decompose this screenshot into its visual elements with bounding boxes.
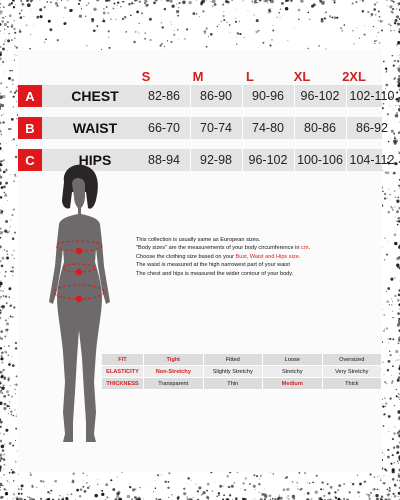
size-header-xl: XL — [293, 68, 311, 84]
row-label: WAIST — [72, 120, 118, 136]
fit-value-cell: Slightly Stretchy — [204, 366, 264, 378]
fit-value-cell: Medium — [263, 378, 323, 390]
info-line-3: Choose the clothing size based on your Bust, Waist and Hips size. — [136, 253, 301, 260]
row-letter-badge: A — [18, 85, 42, 107]
size-value-cell: 92-98 — [200, 153, 232, 167]
fit-value-cell: Stretchy — [263, 366, 323, 378]
fit-value-cell: Transparent — [144, 378, 204, 390]
info-line-2: "Body sizes" are the measurements of your body circumference in cm. — [136, 245, 311, 252]
fit-row-key: THICKNESS — [102, 378, 144, 390]
size-value-cell: 86-90 — [200, 89, 232, 103]
measurement-row-chest — [18, 85, 395, 107]
size-header-l: L — [246, 68, 254, 84]
size-value-cell: 102-110 — [349, 89, 395, 103]
fit-row-thickness — [102, 378, 382, 390]
fit-value-cell: Tight — [144, 354, 204, 366]
body-shape — [49, 178, 110, 442]
measurement-row-waist — [18, 117, 388, 139]
size-value-cell: 74-80 — [252, 121, 284, 135]
row-letter-badge: C — [18, 149, 42, 171]
size-header-m: M — [192, 68, 204, 84]
fit-value-cell: Loose — [263, 354, 323, 366]
size-value-cell: 70-74 — [200, 121, 232, 135]
size-value-cell: 82-86 — [148, 89, 180, 103]
row-label: CHEST — [71, 88, 119, 104]
fit-value-cell: Non-Stretchy — [144, 366, 204, 378]
fit-row-fit — [102, 354, 382, 366]
size-value-cell: 96-102 — [300, 89, 340, 103]
size-value-cell: 104-112 — [349, 153, 395, 167]
info-line-5: The chest and hips is measured the wider contour of your body. — [136, 270, 294, 277]
size-header-s: S — [141, 68, 151, 84]
row-label: HIPS — [78, 152, 112, 168]
fit-row-elasticity — [102, 366, 382, 378]
row-letter-badge: B — [18, 117, 42, 139]
fit-row-key: FIT — [102, 354, 144, 366]
fit-value-cell: Thick — [323, 378, 383, 390]
body-silhouette-figure — [28, 162, 128, 452]
size-value-cell: 100-106 — [297, 153, 343, 167]
fit-value-cell: Fitted — [204, 354, 264, 366]
size-value-cell: 86-92 — [356, 121, 388, 135]
fit-value-cell: Thin — [204, 378, 264, 390]
size-value-cell: 90-96 — [252, 89, 284, 103]
fit-value-cell: Oversized — [323, 354, 383, 366]
size-guide-info — [136, 236, 386, 278]
info-line-4: The waist is measured at the high narrowest part of your waist — [136, 262, 290, 269]
fit-table — [102, 354, 382, 390]
fit-value-cell: Very Stretchy — [323, 366, 383, 378]
fit-row-key: ELASTICITY — [102, 366, 144, 378]
size-value-cell: 96-102 — [248, 153, 288, 167]
size-header-2xl: 2XL — [342, 68, 366, 84]
info-line-1: This collection is usually same as European sizes. — [136, 237, 261, 243]
size-value-cell: 88-94 — [148, 153, 180, 167]
size-value-cell: 80-86 — [304, 121, 336, 135]
size-value-cell: 66-70 — [148, 121, 180, 135]
